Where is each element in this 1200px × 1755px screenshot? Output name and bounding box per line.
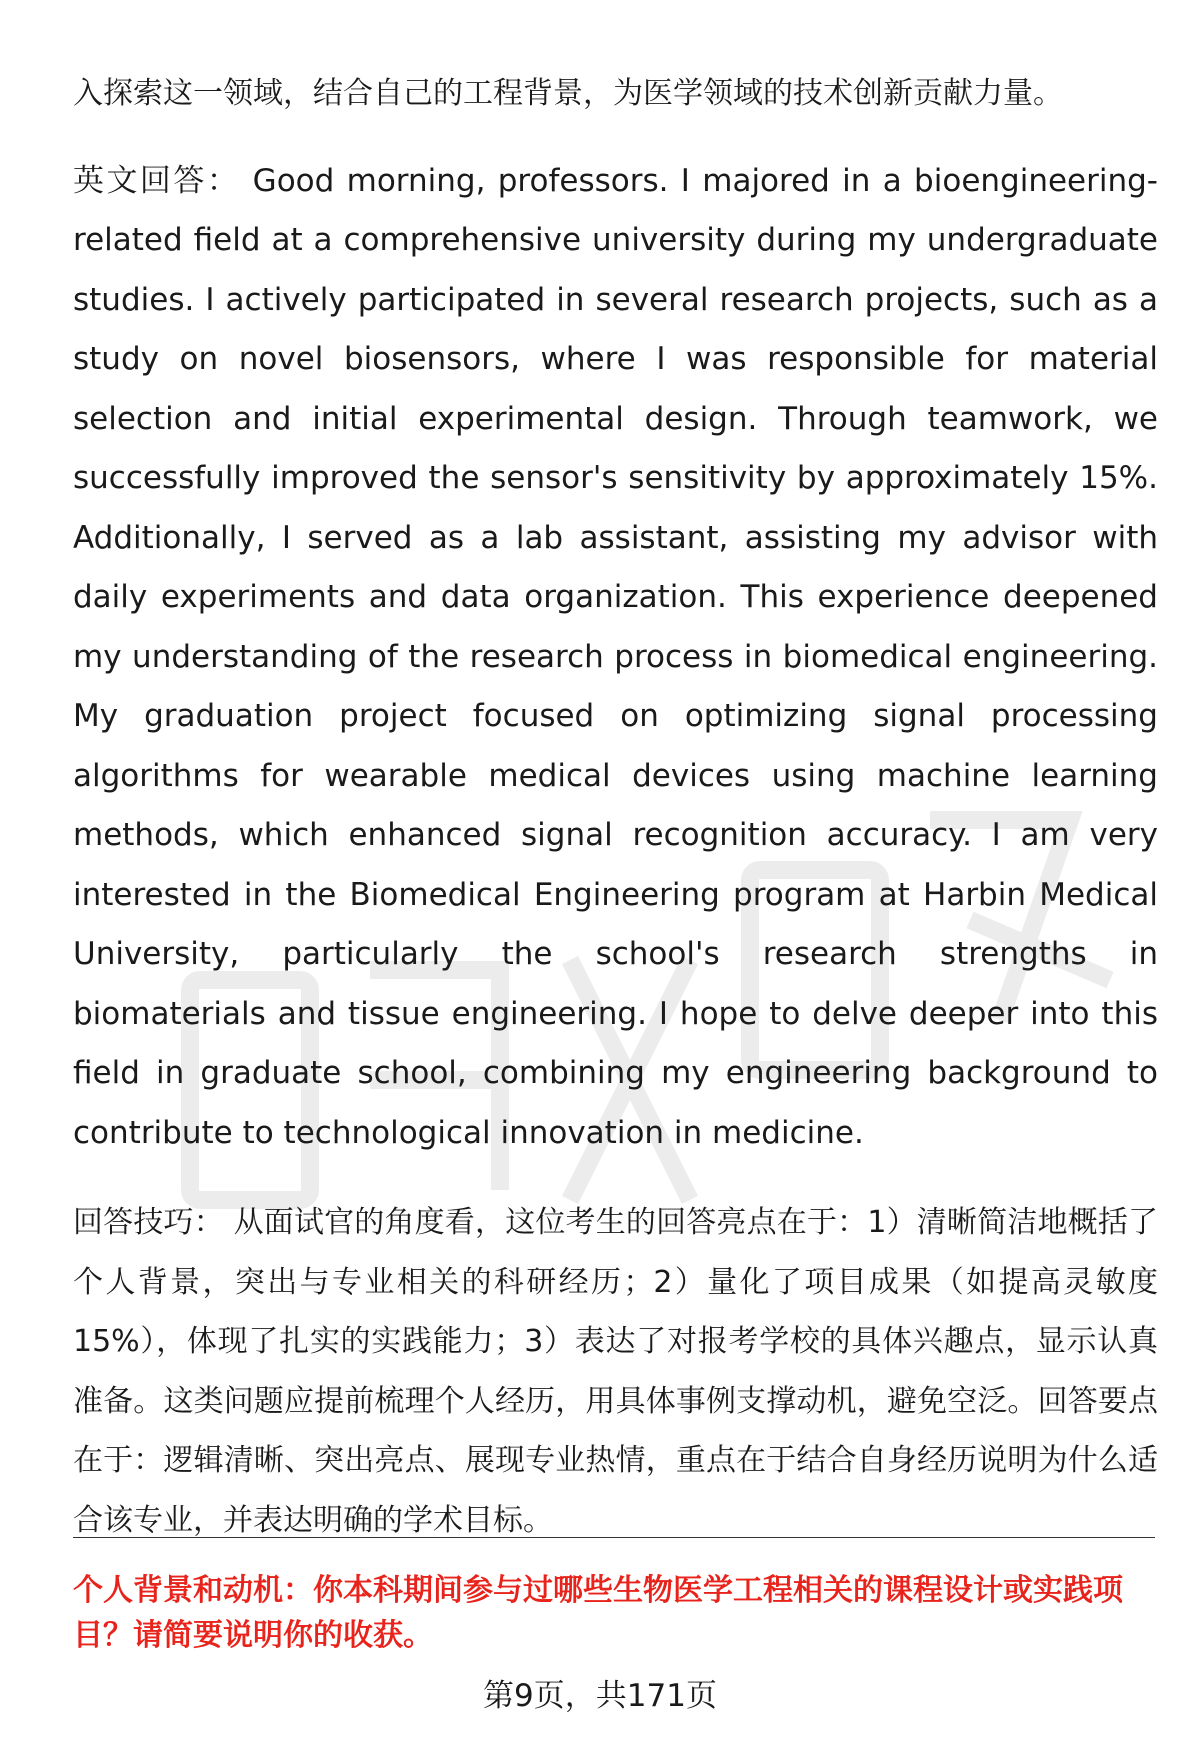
document-body (73, 64, 1158, 1550)
paragraph-spacer (73, 1163, 1158, 1193)
next-question-heading: 个人背景和动机：你本科期间参与过哪些生物医学工程相关的课程设计或实践项目？请简要说明你的收获。 (73, 1573, 1123, 1653)
answer-tips-paragraph: 回答技巧： 从面试官的角度看，这位考生的回答亮点在于：1）清晰简洁地概括了个人背景，突出与专业相关的科研经历；2）量化了项目成果（如提高灵敏度15%），体现了扎实的实践能力；3）表达了对报考学校的具体兴趣点，显示认真准备。这类问题应提前梳理个人经历，用具体事例支撑动机，避免空泛。回答要点在于：逻辑清晰、突出亮点、展现专业热情，重点在于结合自身经历说明为什么适合该专业，并表达明确的学术目标。 (73, 1205, 1158, 1538)
section-divider (73, 1537, 1155, 1538)
page-number-footer: 第9页，共171页 (483, 1678, 717, 1714)
english-answer-paragraph: 英文回答： Good morning, professors. I majored in a bioengineering-related field at a comprehensive university during my undergraduate studies. I actively participated in several research projects, such as a study on novel biosensors, where I was responsible for material selection and initial experimental design. Through teamwork, we successfully improved the sensor's sensitivity by approximately 15%. Additionally, I served as a lab assistant, assisting my advisor with daily experiments and data organization. This experience deepened my understanding of the research process in biomedical engineering. My graduation project focused on optimizing signal processing algorithms for wearable medical devices using machine learning methods, which enhanced signal recognition accuracy. I am very interested in the Biomedical Engineering program at Harbin Medical University, particularly the school's research strengths in biomaterials and tissue engineering. I hope to delve deeper into this field in graduate school, combining my engineering background to contribute to technological innovation in medicine. (73, 162, 1158, 1151)
intro-continuation-paragraph: 入探索这一领域，结合自己的工程背景，为医学领域的技术创新贡献力量。 (73, 76, 1063, 111)
paragraph-spacer (73, 124, 1158, 152)
